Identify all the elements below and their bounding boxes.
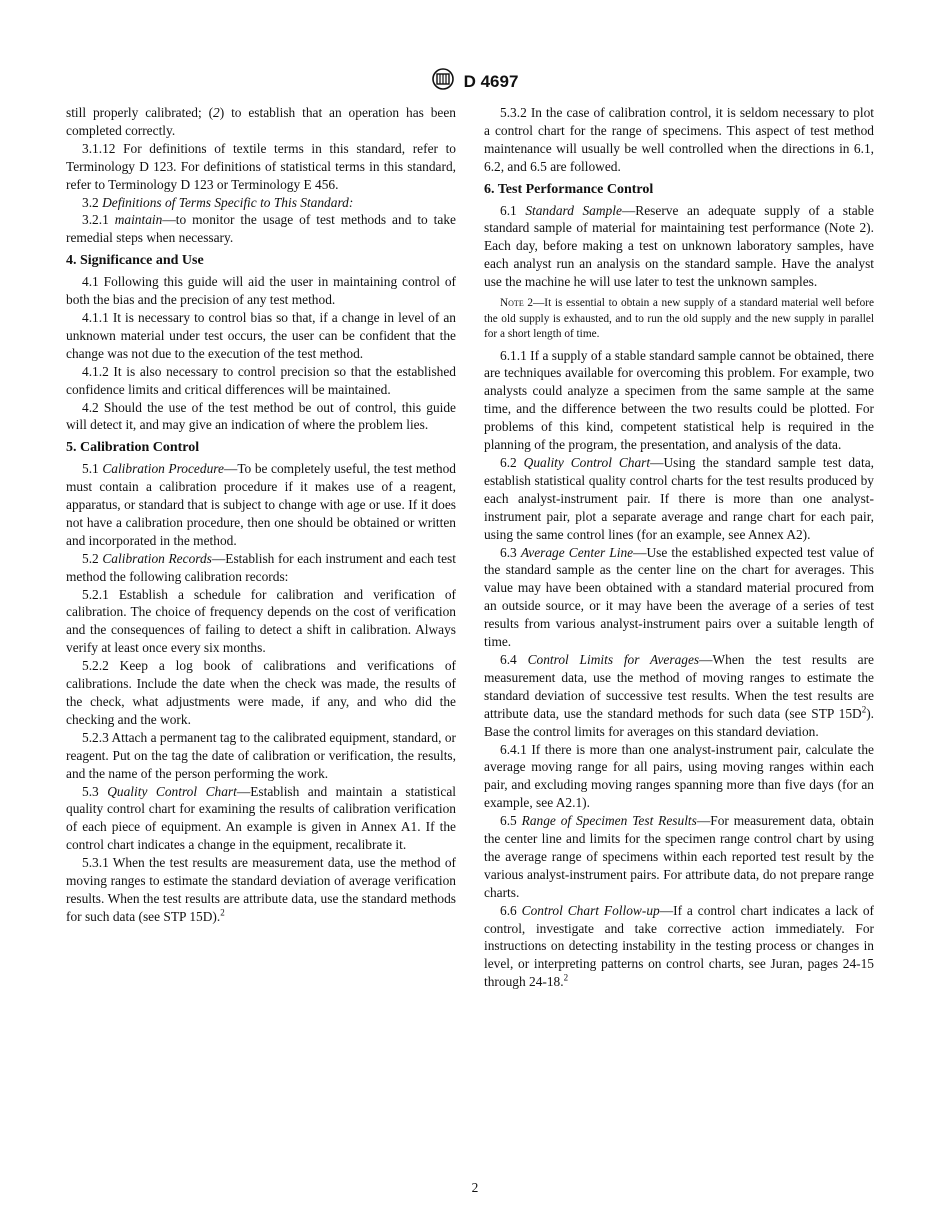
section-heading-6: 6. Test Performance Control	[484, 181, 654, 197]
paragraph-5-2-3: 5.2.3 Attach a permanent tag to the calibrated equipment, standard, or reagent. Put on the tag the date of calibration or verification, the results, and the name of the person performing the work.	[66, 729, 456, 781]
page-number: 2	[471, 1180, 479, 1195]
right-column	[484, 104, 874, 991]
section-heading-4: 4. Significance and Use	[66, 253, 204, 269]
paragraph-3-1-12: 3.1.12 For definitions of textile terms in this standard, refer to Terminology D 123. For definitions of statistical terms in this standard, refer to Terminology D 123 or Terminology E 456.	[66, 140, 456, 192]
footnote-ref: 2	[563, 972, 569, 983]
paragraph-5-2: 5.2 Calibration Records—Establish for each instrument and each test method the following calibration records:	[66, 550, 456, 584]
astm-logo-icon	[432, 68, 454, 95]
paragraph-6-2: 6.2 Quality Control Chart—Using the standard sample test data, establish statistical quality control charts for the test results produced by each analyst-instrument pair. If there is more than one analyst-instrument pair, plot a separate average and range chart for each pair, using the same control lines (for an example, see Annex A2).	[484, 455, 874, 542]
left-column	[66, 104, 456, 926]
paragraph-5-3: 5.3 Quality Control Chart—Establish and maintain a statistical quality control chart for examining the results of calibration verification of each piece of equipment. An example is given in Annex A1. If the control chart indicates a change in the equipment, recalibrate it.	[66, 783, 456, 853]
standard-designation: D 4697	[463, 71, 519, 91]
paragraph-4-1-1: 4.1.1 It is necessary to control bias so that, if a change in level of an unknown material under test occurs, the user can be confident that the change was not due to the execution of the test method.	[66, 309, 456, 361]
paragraph-continuation: still properly calibrated; (2) to establish that an operation has been completed correctly.	[66, 105, 456, 138]
paragraph-3-2: 3.2 Definitions of Terms Specific to This Standard:	[82, 194, 354, 210]
footnote-ref: 2	[861, 704, 867, 715]
note-2: Note 2—It is essential to obtain a new supply of a standard material well before the old supply is exhausted, and to run the old supply and the new supply in parallel for a short length of time.	[484, 297, 874, 341]
paragraph-5-3-1: 5.3.1 When the test results are measurement data, use the method of moving ranges to estimate the standard deviation of average verification results. When the test results are attribute data, use the standard methods for such data (see STP 15D).$^2$	[66, 855, 456, 924]
paragraph-5-2-2: 5.2.2 Keep a log book of calibrations and verifications of calibrations. Include the date when the check was made, the results of the check, what adjustments were made, if any, and who did the checking and the work.	[66, 658, 456, 727]
paragraph-4-2: 4.2 Should the use of the test method be out of control, this guide will detect it, and may give an indication of where the problem lies.	[66, 399, 456, 433]
paragraph-6-3: 6.3 Average Center Line—Use the established expected test value of the standard sample as the center line on the chart for averages. This value may have been obtained with a standard material procured from an outside source, or it may have been the average of a series of test results from various analyst-instrument pairs over a suitable length of time.	[484, 544, 874, 650]
footnote-ref: 2	[220, 907, 225, 918]
paragraph-4-1: 4.1 Following this guide will aid the user in maintaining control of both the bias and the precision of any test method.	[66, 274, 456, 308]
paragraph-4-1-2: 4.1.2 It is also necessary to control precision so that the established confidence limits and critical differences will be maintained.	[66, 363, 456, 397]
paragraph-5-2-1: 5.2.1 Establish a schedule for calibration and verification of calibration. The choice of frequency depends on the cost of verification and the consequences of failing to detect a shift in calibration. Always verify at least once every six months.	[66, 586, 456, 656]
paragraph-6-4: 6.4 Control Limits for Averages—When the test results are measurement data, use the method of moving ranges to estimate the standard deviation of successive test results. When the test results are attribute data, use the standard methods for such data (see STP $15D^2$). Base the control limits for averages on this standard deviation.	[484, 651, 874, 739]
paragraph-3-2-1: 3.2.1 maintain—to monitor the usage of test methods and to take remedial steps when necessary.	[66, 212, 456, 246]
section-heading-5: 5. Calibration Control	[66, 440, 200, 456]
paragraph-6-5: 6.5 Range of Specimen Test Results—For measurement data, obtain the center line and limits for the specimen range control chart by using the average range of specimens within each reported test result by the various analyst-instrument pairs. For attribute data, do not prepare range charts.	[484, 813, 874, 900]
page-header	[0, 68, 950, 95]
paragraph-5-3-2: 5.3.2 In the case of calibration control, it is seldom necessary to plot a control chart for the range of specimens. This aspect of test method maintenance will usually be well controlled when the directions in 6.1, 6.2, and 6.5 are followed.	[484, 105, 874, 174]
paragraph-6-1-1: 6.1.1 If a supply of a stable standard sample cannot be obtained, there are techniques available for overcoming this problem. For example, two analysts could analyze a specimen from the same sample at the same time, and the difference between the two results could be plotted. For problems of this kind, competent statistical help is required in the planning of the program, the presentation, and analysis of the data.	[484, 347, 874, 453]
paragraph-6-6: 6.6 Control Chart Follow-up—If a control chart indicates a lack of control, investigate and take corrective action immediately. For instructions on detecting instability in the testing process or changes in level, or interpreting patterns on control charts, see Juran, pages 24-15 through 24-18.$^2$	[484, 902, 875, 990]
paragraph-5-1: 5.1 Calibration Procedure—To be completely useful, the test method must contain a calibration procedure if it makes use of a reagent, apparatus, or standard that is subject to change with age or use. If it does not have a calibration procedure, then one should be obtained or written and incorporated in the method.	[66, 461, 456, 548]
paragraph-6-1: 6.1 Standard Sample—Reserve an adequate supply of a stable standard sample of material for maintaining test performance (Note 2). Each day, before making a test on unknown laboratory samples, have each analyst run an analysis on the standard sample. Have the analyst use the machine he will use later to test the unknown samples.	[484, 202, 875, 290]
paragraph-6-4-1: 6.4.1 If there is more than one analyst-instrument pair, calculate the average moving range for all pairs, using moving ranges within each pair, and excluding moving ranges spanning more than five days (for an example, see A2.1).	[484, 741, 874, 811]
